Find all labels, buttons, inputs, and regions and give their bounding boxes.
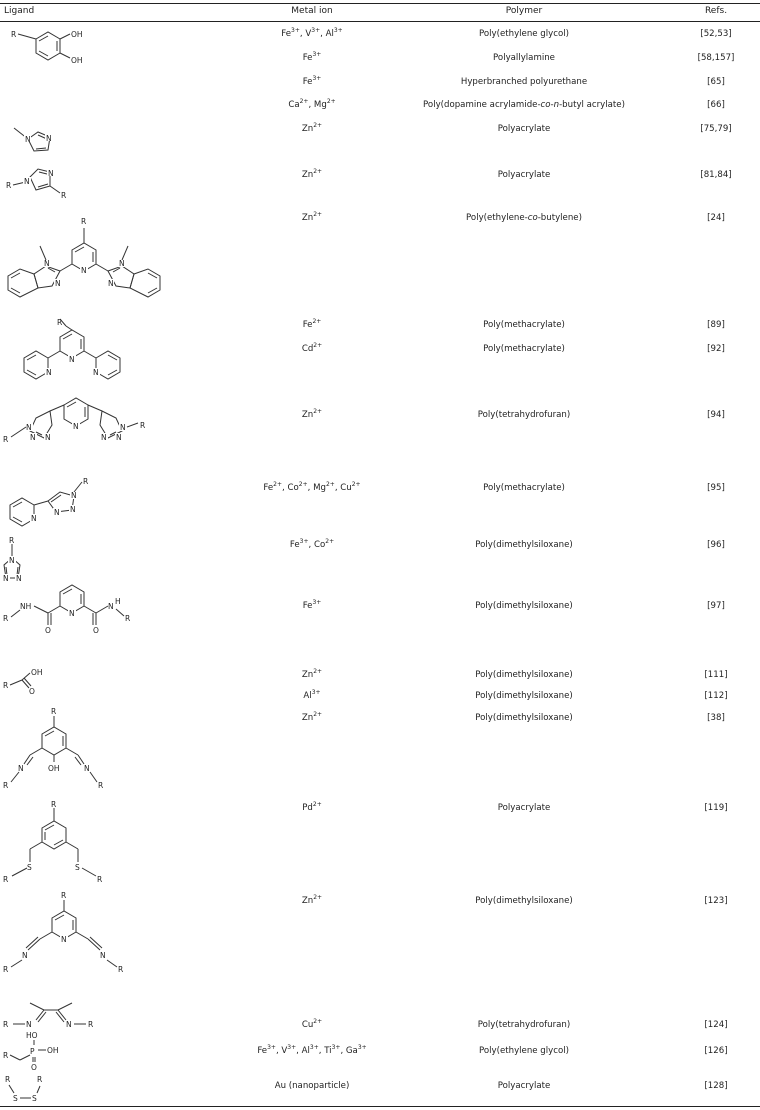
svg-text:N: N [31,514,37,523]
metal-ion-cell: $Cd^{2+}$ [301,342,323,354]
svg-text:R: R [9,536,15,545]
svg-text:R: R [3,614,9,623]
svg-text:N: N [45,433,51,442]
svg-text:N: N [44,259,50,268]
svg-text:N: N [22,951,28,960]
bis-imine-phenol-ligand-structure [3,707,103,790]
metal-ion-cell: $Zn^{2+}$ [301,122,323,134]
svg-text:R: R [3,1051,9,1060]
svg-text:R: R [97,875,103,884]
polymer-cell: Poly(ethylene glycol) [479,29,569,39]
reference-cell: [89] [707,320,725,330]
reference-cell: [112] [704,691,728,701]
reference-cell: [75,79] [700,124,732,134]
bis-benzimidazolyl-pyridine-ligand-structure [8,217,160,297]
svg-text:R: R [6,181,12,190]
polymer-cell: Polyallylamine [493,53,555,63]
polymer-cell: Polyacrylate [497,803,551,813]
svg-text:H: H [115,597,121,606]
svg-text:N: N [54,508,60,517]
metal-ion-cell: $Zn^{2+}$ [301,211,323,223]
svg-text:P: P [30,1047,35,1056]
column-header-polymer: Polymer [505,6,543,16]
polymer-cell: Poly(dimethylsiloxane) [475,896,573,906]
svg-text:N: N [93,368,99,377]
svg-text:OH: OH [71,56,83,65]
metal-ion-cell: $Fe^{3+}$, $V^{3+}$, $Al^{3+}$, $Ti^{3+}$, $Ga^{3+}$ [257,1044,367,1056]
svg-text:R: R [61,891,67,900]
svg-text:N: N [71,491,77,500]
polymer-cell: Poly(methacrylate) [483,344,565,354]
imidazole-ligand-structure [6,169,66,200]
metal-ion-cell: $Zn^{2+}$ [301,894,323,906]
triazole-ligand-structure [2,536,23,583]
polymer-cell: Poly(dimethylsiloxane) [475,540,573,550]
polymer-cell: Poly(ethylene-co-butylene) [466,213,582,223]
reference-cell: [128] [704,1081,728,1091]
svg-text:O: O [29,687,35,696]
svg-text:N: N [108,279,114,288]
svg-text:N: N [108,602,114,611]
svg-text:NH: NH [20,602,32,611]
reference-cell: [123] [704,896,728,906]
polymer-cell: Polyacrylate [497,170,551,180]
svg-text:N: N [73,422,79,431]
svg-text:O: O [45,626,51,635]
reference-cell: [58,157] [697,53,735,63]
svg-text:R: R [51,707,57,716]
svg-text:OH: OH [47,1046,59,1055]
polymer-cell: Polyacrylate [497,124,551,134]
metal-ion-cell: $Zn^{2+}$ [301,711,323,723]
metal-ion-cell: $Fe^{3+}$ [302,51,322,63]
pyridine-bis-imine-ligand-structure [3,891,123,974]
reference-cell: [126] [704,1046,728,1056]
diimine-ligand-structure [3,1003,93,1029]
svg-text:S: S [13,1094,18,1103]
disulfide-ligand-structure [5,1075,42,1103]
polymer-cell: Poly(dimethylsiloxane) [475,670,573,680]
metal-ion-cell: $Fe^{3+}$, $V^{3+}$, $Al^{3+}$ [281,27,343,39]
metal-ion-cell: $Fe^{2+}$ [302,318,322,330]
svg-text:N: N [69,355,75,364]
svg-text:N: N [16,574,22,583]
svg-text:N: N [18,764,24,773]
phosphonic-acid-ligand-structure [3,1031,59,1072]
polymer-cell: Poly(dimethylsiloxane) [475,713,573,723]
svg-text:N: N [9,556,15,565]
polymer-cell: Poly(tetrahydrofuran) [477,1020,571,1030]
svg-text:N: N [84,764,90,773]
reference-cell: [65] [707,77,725,87]
metal-ion-cell: $Zn^{2+}$ [301,668,323,680]
svg-text:N: N [46,368,52,377]
svg-text:N: N [46,134,52,143]
svg-text:N: N [119,259,125,268]
svg-text:N: N [24,177,30,186]
svg-text:R: R [83,477,89,486]
svg-text:N: N [30,433,36,442]
polymer-cell: Polyacrylate [497,1081,551,1091]
polymer-cell: Poly(dimethylsiloxane) [475,601,573,611]
svg-text:N: N [101,433,107,442]
reference-cell: [97] [707,601,725,611]
svg-text:R: R [37,1075,43,1084]
svg-text:R: R [88,1020,94,1029]
metal-ion-cell: $Cu^{2+}$ [301,1018,323,1030]
svg-text:N: N [26,423,32,432]
metal-ion-cell: Au (nanoparticle) [274,1081,350,1091]
svg-text:R: R [98,781,104,790]
metal-ion-cell: $Zn^{2+}$ [301,408,323,420]
reference-cell: [38] [707,713,725,723]
svg-text:S: S [32,1094,37,1103]
metal-ion-cell: $Al^{3+}$ [303,689,321,701]
reference-cell: [111] [704,670,728,680]
metal-ion-cell: $Ca^{2+}$, $Mg^{2+}$ [288,98,336,110]
methylimidazole-ligand-structure [14,128,52,151]
svg-text:O: O [31,1063,37,1072]
metal-ion-cell: $Fe^{3+}$, $Co^{2+}$ [289,538,335,550]
column-header-ligand: Ligand [4,6,35,16]
reference-cell: [24] [707,213,725,223]
svg-text:R: R [57,318,63,327]
svg-text:R: R [5,1075,11,1084]
svg-text:R: R [3,1020,9,1029]
reference-cell: [66] [707,100,725,110]
carboxylic-acid-ligand-structure [3,668,43,696]
svg-text:N: N [66,1020,72,1029]
pyridine-dicarboxamide-ligand-structure [3,585,130,635]
metal-ion-cell: $Fe^{3+}$ [302,599,322,611]
reference-cell: [119] [704,803,728,813]
metal-ion-cell: $Fe^{3+}$ [302,75,322,87]
svg-text:S: S [75,863,80,872]
svg-text:N: N [26,1020,32,1029]
svg-text:R: R [3,875,9,884]
svg-text:N: N [116,433,122,442]
bis-thioether-benzene-ligand-structure [3,800,102,884]
pyridyl-triazole-ligand-structure [10,477,88,526]
metal-ion-cell: $Pd^{2+}$ [302,801,322,813]
column-header-metal-ion: Metal ion [291,6,333,16]
metal-ion-cell: $Fe^{2+}$, $Co^{2+}$, $Mg^{2+}$, $Cu^{2+}$ [263,481,361,493]
reference-cell: [95] [707,483,725,493]
terpyridine-ligand-structure [24,318,120,379]
polymer-cell: Poly(dimethylsiloxane) [475,691,573,701]
svg-text:OH: OH [48,764,60,773]
catechol-ligand-structure [11,30,83,65]
svg-text:N: N [55,279,61,288]
svg-text:N: N [120,423,126,432]
svg-text:OH: OH [71,30,83,39]
column-header-refs: Refs. [704,6,728,16]
svg-text:N: N [70,505,76,514]
polymer-cell: Poly(dopamine acrylamide-co-n-butyl acrylate) [423,100,625,110]
svg-text:S: S [27,863,32,872]
svg-text:HO: HO [26,1031,38,1040]
polymer-cell: Poly(ethylene glycol) [479,1046,569,1056]
svg-text:R: R [81,217,87,226]
reference-cell: [124] [704,1020,728,1030]
svg-text:R: R [61,191,67,200]
svg-text:N: N [48,169,54,178]
svg-text:R: R [3,965,9,974]
reference-cell: [94] [707,410,725,420]
polymer-cell: Poly(methacrylate) [483,320,565,330]
svg-text:N: N [3,574,9,583]
svg-text:R: R [11,30,17,39]
svg-text:R: R [3,781,9,790]
svg-text:N: N [100,951,106,960]
reference-cell: [81,84] [700,170,732,180]
reference-cell: [96] [707,540,725,550]
svg-text:R: R [140,421,146,430]
metal-ion-cell: $Zn^{2+}$ [301,168,323,180]
polymer-cell: Poly(methacrylate) [483,483,565,493]
svg-text:R: R [3,681,9,690]
polymer-cell: Poly(tetrahydrofuran) [477,410,571,420]
svg-text:O: O [93,626,99,635]
svg-text:R: R [51,800,57,809]
reference-cell: [52,53] [700,29,732,39]
svg-text:N: N [69,609,75,618]
svg-text:R: R [3,435,9,444]
svg-text:N: N [25,135,31,144]
svg-text:OH: OH [31,668,43,677]
svg-text:R: R [125,614,131,623]
bis-triazolyl-pyridine-ligand-structure [3,398,145,444]
reference-cell: [92] [707,344,725,354]
svg-text:N: N [81,266,87,275]
polymer-cell: Hyperbranched polyurethane [460,77,588,87]
svg-text:R: R [118,965,124,974]
svg-text:N: N [61,935,67,944]
